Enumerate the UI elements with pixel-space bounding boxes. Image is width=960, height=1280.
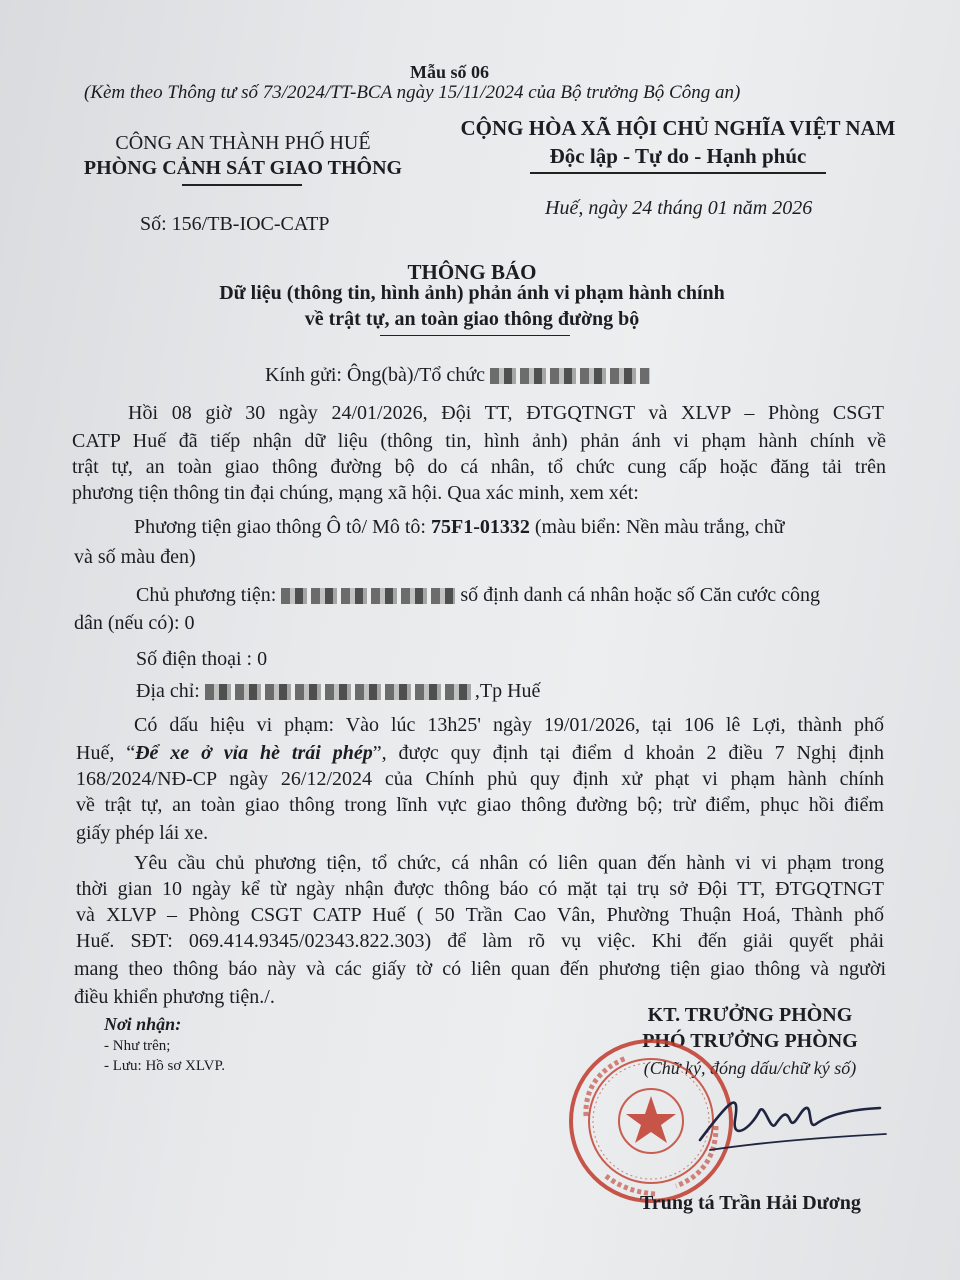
request-line-3: và XLVP – Phòng CSGT CATP Huế ( 50 Trần Cao Vân, Phường Thuận Hoá, Thành phố xyxy=(76,904,884,926)
violation-line-3: 168/2024/NĐ-CP ngày 26/12/2024 của Chính phủ quy định xử phạt vi phạm hành chính xyxy=(76,768,884,790)
address-city: ,Tp Huế xyxy=(474,680,541,702)
document-subtitle-2: về trật tự, an toàn giao thông đường bộ xyxy=(304,308,640,330)
department-name: PHÒNG CẢNH SÁT GIAO THÔNG xyxy=(83,157,403,179)
redacted-address xyxy=(205,684,475,700)
request-line-2: thời gian 10 ngày kể từ ngày nhận được thông báo có mặt tại trụ sở Đội TT, ĐTGQTNGT xyxy=(76,878,884,900)
license-plate: 75F1-01332 xyxy=(430,516,530,538)
intro-line-2: CATP Huế đã tiếp nhận dữ liệu (thông tin, hình ảnh) phản ánh vi phạm hành chính về xyxy=(72,430,886,452)
violation-line-4: về trật tự, an toàn giao thông trong lĩnh vực giao thông đường bộ; trừ điểm, phục hồi điểm xyxy=(76,794,884,816)
agency-name: CÔNG AN THÀNH PHỐ HUẾ xyxy=(115,132,371,154)
form-reference: (Kèm theo Thông tư số 73/2024/TT-BCA ngày 15/11/2024 của Bộ trưởng Bộ Công an) xyxy=(84,82,741,103)
redacted-owner-name xyxy=(281,588,455,604)
title-underline xyxy=(380,335,570,336)
intro-line-1: Hồi 08 giờ 30 ngày 24/01/2026, Đội TT, ĐTGQTNGT và XLVP – Phòng CSGT xyxy=(128,402,884,424)
violation-line-1: Có dấu hiệu vi phạm: Vào lúc 13h25' ngày 19/01/2026, tại 106 lê Lợi, thành phố xyxy=(134,714,884,736)
document-subtitle-1: Dữ liệu (thông tin, hình ảnh) phản ánh vi phạm hành chính xyxy=(219,282,725,304)
signatory-line-2: PHÓ TRƯỞNG PHÒNG xyxy=(642,1030,858,1052)
salutation xyxy=(265,364,650,387)
violation-text-prefix: Huế, “ xyxy=(76,742,136,764)
nation-title: CỘNG HÒA XÃ HỘI CHỦ NGHĨA VIỆT NAM xyxy=(460,116,896,140)
redacted-recipient xyxy=(490,368,650,384)
motto-underline xyxy=(530,172,826,174)
vehicle-line-2: và số màu đen) xyxy=(74,546,196,568)
intro-line-3: trật tự, an toàn giao thông đường bộ do cá nhân, tổ chức cung cấp hoặc đăng tải trên xyxy=(72,456,886,478)
form-number: Mẫu số 06 xyxy=(410,62,490,82)
recipient-item: - Lưu: Hồ sơ XLVP. xyxy=(104,1058,225,1074)
place-date: Huế, ngày 24 tháng 01 năm 2026 xyxy=(545,197,813,219)
phone-line: Số điện thoại : 0 xyxy=(136,648,268,670)
owner-id-label: số định danh cá nhân hoặc số Căn cước công xyxy=(455,584,820,606)
recipients-title: Nơi nhận: xyxy=(104,1014,182,1034)
request-line-1: Yêu cầu chủ phương tiện, tổ chức, cá nhân có liên quan đến hành vi vi phạm trong xyxy=(134,852,884,874)
handwritten-signature xyxy=(690,1080,890,1170)
recipient-item: - Như trên; xyxy=(104,1038,171,1054)
document-number: Số: 156/TB-IOC-CATP xyxy=(140,213,330,235)
violation-line-5: giấy phép lái xe. xyxy=(76,822,209,844)
owner-label: Chủ phương tiện: xyxy=(136,584,282,606)
owner-line xyxy=(136,584,886,607)
address-line xyxy=(136,680,540,703)
violation-text-suffix: ”, được quy định tại điểm d khoản 2 điều 7 Nghị định xyxy=(372,742,885,764)
owner-line-2: dân (nếu có): 0 xyxy=(74,612,195,634)
violation-line-2 xyxy=(76,742,884,765)
address-label: Địa chỉ: xyxy=(136,680,205,702)
vehicle-line xyxy=(134,516,884,539)
agency-underline xyxy=(182,184,302,186)
request-line-6: điều khiển phương tiện./. xyxy=(74,986,275,1008)
violation-behavior: Để xe ở vỉa hè trái phép xyxy=(135,742,373,764)
signatory-name: Trung tá Trần Hải Dương xyxy=(640,1192,861,1214)
plate-color: (màu biển: Nền màu trắng, chữ xyxy=(529,516,785,538)
nation-motto: Độc lập - Tự do - Hạnh phúc xyxy=(549,144,807,168)
vehicle-label: Phương tiện giao thông Ô tô/ Mô tô: xyxy=(134,516,431,538)
request-line-4: Huế. SĐT: 069.414.9345/02343.822.303) để làm rõ vụ việc. Khi đến giải quyết phải xyxy=(76,930,884,952)
request-line-5: mang theo thông báo này và các giấy tờ có liên quan đến phương tiện giao thông và người xyxy=(74,958,886,980)
salutation-label: Kính gửi: Ông(bà)/Tổ chức xyxy=(265,364,485,386)
signature-note: (Chữ ký, đóng dấu/chữ ký số) xyxy=(643,1058,857,1078)
signatory-line-1: KT. TRƯỞNG PHÒNG xyxy=(647,1004,853,1026)
intro-line-4: phương tiện thông tin đại chúng, mạng xã hội. Qua xác minh, xem xét: xyxy=(72,482,639,504)
document-title: THÔNG BÁO xyxy=(407,260,537,284)
